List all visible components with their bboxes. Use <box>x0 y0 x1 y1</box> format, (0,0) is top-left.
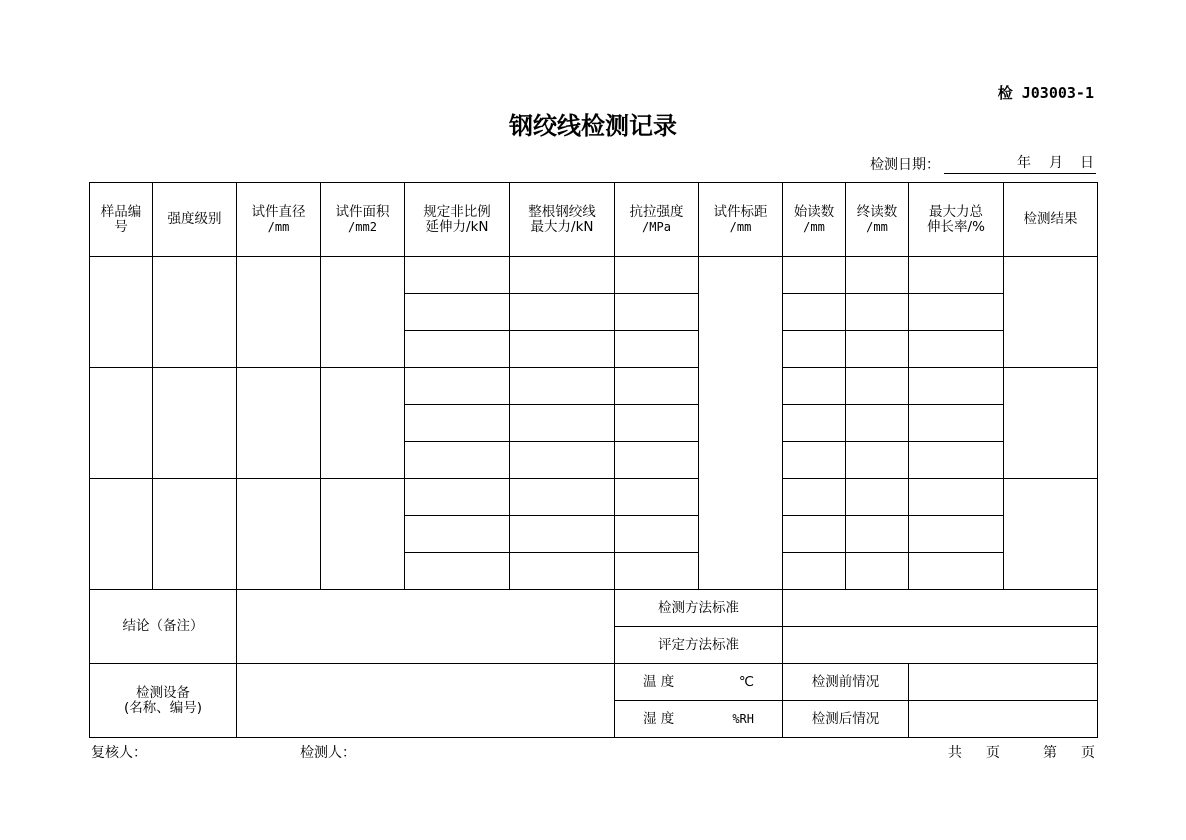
table-row <box>90 479 1098 516</box>
cell-start-read[interactable] <box>783 553 846 590</box>
cell-tensile[interactable] <box>615 405 699 442</box>
cell-area[interactable] <box>321 257 405 368</box>
cell-diameter[interactable] <box>237 479 321 590</box>
header-start-read: 始读数 /mm <box>783 183 846 257</box>
cell-start-read[interactable] <box>783 479 846 516</box>
header-area: 试件面积 /mm2 <box>321 183 405 257</box>
table-row <box>90 257 1098 294</box>
header-result: 检测结果 <box>1004 183 1098 257</box>
cell-result[interactable] <box>1004 257 1098 368</box>
cell-yield-force[interactable] <box>405 257 510 294</box>
header-max-force: 整根钢绞线 最大力/kN <box>510 183 615 257</box>
cell-tensile[interactable] <box>615 294 699 331</box>
cell-diameter[interactable] <box>237 368 321 479</box>
cell-yield-force[interactable] <box>405 368 510 405</box>
cell-start-read[interactable] <box>783 294 846 331</box>
page-title: 钢绞线检测记录 <box>509 112 677 140</box>
before-label: 检测前情况 <box>783 664 909 701</box>
eval-standard-label: 评定方法标准 <box>615 627 783 664</box>
cell-end-read[interactable] <box>846 516 909 553</box>
cell-result[interactable] <box>1004 368 1098 479</box>
header-row <box>90 183 1098 257</box>
cell-area[interactable] <box>321 368 405 479</box>
cell-tensile[interactable] <box>615 257 699 294</box>
cell-start-read[interactable] <box>783 368 846 405</box>
temperature-unit: ℃ <box>738 673 754 690</box>
cell-max-force[interactable] <box>510 405 615 442</box>
temperature-label: 温 度 <box>643 673 675 690</box>
cell-elongation[interactable] <box>909 516 1004 553</box>
cell-end-read[interactable] <box>846 405 909 442</box>
method-standard-value[interactable] <box>783 590 1098 627</box>
cell-sample-no[interactable] <box>90 368 153 479</box>
cell-tensile[interactable] <box>615 553 699 590</box>
cell-elongation[interactable] <box>909 553 1004 590</box>
cell-result[interactable] <box>1004 479 1098 590</box>
cell-yield-force[interactable] <box>405 331 510 368</box>
cell-sample-no[interactable] <box>90 257 153 368</box>
cell-tensile[interactable] <box>615 331 699 368</box>
after-value[interactable] <box>909 701 1098 738</box>
date-field[interactable] <box>944 155 1096 174</box>
cell-start-read[interactable] <box>783 331 846 368</box>
cell-yield-force[interactable] <box>405 479 510 516</box>
equipment-row <box>90 664 1098 701</box>
header-grade: 强度级别 <box>153 183 237 257</box>
cell-gauge[interactable] <box>699 257 783 590</box>
cell-end-read[interactable] <box>846 442 909 479</box>
cell-elongation[interactable] <box>909 368 1004 405</box>
date-label: 检测日期： <box>870 157 940 173</box>
header-gauge: 试件标距 /mm <box>699 183 783 257</box>
header-end-read: 终读数 /mm <box>846 183 909 257</box>
cell-max-force[interactable] <box>510 331 615 368</box>
cell-tensile[interactable] <box>615 479 699 516</box>
cell-max-force[interactable] <box>510 294 615 331</box>
header-elongation: 最大力总 伸长率/% <box>909 183 1004 257</box>
equipment-value[interactable] <box>237 664 615 738</box>
cell-start-read[interactable] <box>783 442 846 479</box>
cell-elongation[interactable] <box>909 294 1004 331</box>
cell-yield-force[interactable] <box>405 516 510 553</box>
cell-start-read[interactable] <box>783 405 846 442</box>
cell-max-force[interactable] <box>510 516 615 553</box>
cell-diameter[interactable] <box>237 257 321 368</box>
cell-area[interactable] <box>321 479 405 590</box>
humidity-unit: %RH <box>732 711 754 726</box>
cell-elongation[interactable] <box>909 331 1004 368</box>
conclusion-value[interactable] <box>237 590 615 664</box>
cell-end-read[interactable] <box>846 257 909 294</box>
header-tensile: 抗拉强度 /MPa <box>615 183 699 257</box>
equipment-label: 检测设备 (名称、编号) <box>90 664 237 738</box>
cell-grade[interactable] <box>153 368 237 479</box>
record-table <box>89 182 1098 738</box>
cell-grade[interactable] <box>153 479 237 590</box>
total-label: 共 <box>948 745 962 761</box>
total-page-label: 页 <box>986 745 1000 761</box>
cell-elongation[interactable] <box>909 405 1004 442</box>
cell-start-read[interactable] <box>783 516 846 553</box>
tester-label: 检测人： <box>300 745 356 761</box>
cell-end-read[interactable] <box>846 553 909 590</box>
humidity-label: 湿 度 <box>643 710 675 727</box>
header-diameter: 试件直径 /mm <box>237 183 321 257</box>
form-code: 检 J03003-1 <box>997 84 1094 102</box>
cell-end-read[interactable] <box>846 331 909 368</box>
eval-standard-value[interactable] <box>783 627 1098 664</box>
cell-tensile[interactable] <box>615 516 699 553</box>
cell-tensile[interactable] <box>615 442 699 479</box>
cell-end-read[interactable] <box>846 479 909 516</box>
reviewer-label: 复核人： <box>91 745 147 761</box>
nth-label: 第 <box>1043 745 1057 761</box>
conclusion-label: 结论（备注） <box>90 590 237 664</box>
cell-elongation[interactable] <box>909 442 1004 479</box>
cell-yield-force[interactable] <box>405 405 510 442</box>
cell-end-read[interactable] <box>846 294 909 331</box>
cell-max-force[interactable] <box>510 479 615 516</box>
date-day: 日 <box>1080 155 1094 171</box>
conclusion-row <box>90 590 1098 627</box>
after-label: 检测后情况 <box>783 701 909 738</box>
cell-max-force[interactable] <box>510 368 615 405</box>
cell-elongation[interactable] <box>909 479 1004 516</box>
humidity-cell[interactable] <box>615 701 783 738</box>
cell-max-force[interactable] <box>510 257 615 294</box>
cell-yield-force[interactable] <box>405 553 510 590</box>
nth-page-label: 页 <box>1081 745 1095 761</box>
date-month: 月 <box>1049 155 1063 171</box>
header-sample-no: 样品编号 <box>90 183 153 257</box>
method-standard-label: 检测方法标准 <box>615 590 783 627</box>
cell-max-force[interactable] <box>510 442 615 479</box>
header-yield-force: 规定非比例 延伸力/kN <box>405 183 510 257</box>
cell-elongation[interactable] <box>909 257 1004 294</box>
cell-end-read[interactable] <box>846 368 909 405</box>
cell-start-read[interactable] <box>783 257 846 294</box>
cell-yield-force[interactable] <box>405 442 510 479</box>
cell-sample-no[interactable] <box>90 479 153 590</box>
cell-grade[interactable] <box>153 257 237 368</box>
cell-tensile[interactable] <box>615 368 699 405</box>
table-row <box>90 368 1098 405</box>
date-row <box>870 154 1096 174</box>
date-year: 年 <box>1017 155 1031 171</box>
temperature-cell[interactable] <box>615 664 783 701</box>
cell-yield-force[interactable] <box>405 294 510 331</box>
cell-max-force[interactable] <box>510 553 615 590</box>
before-value[interactable] <box>909 664 1098 701</box>
